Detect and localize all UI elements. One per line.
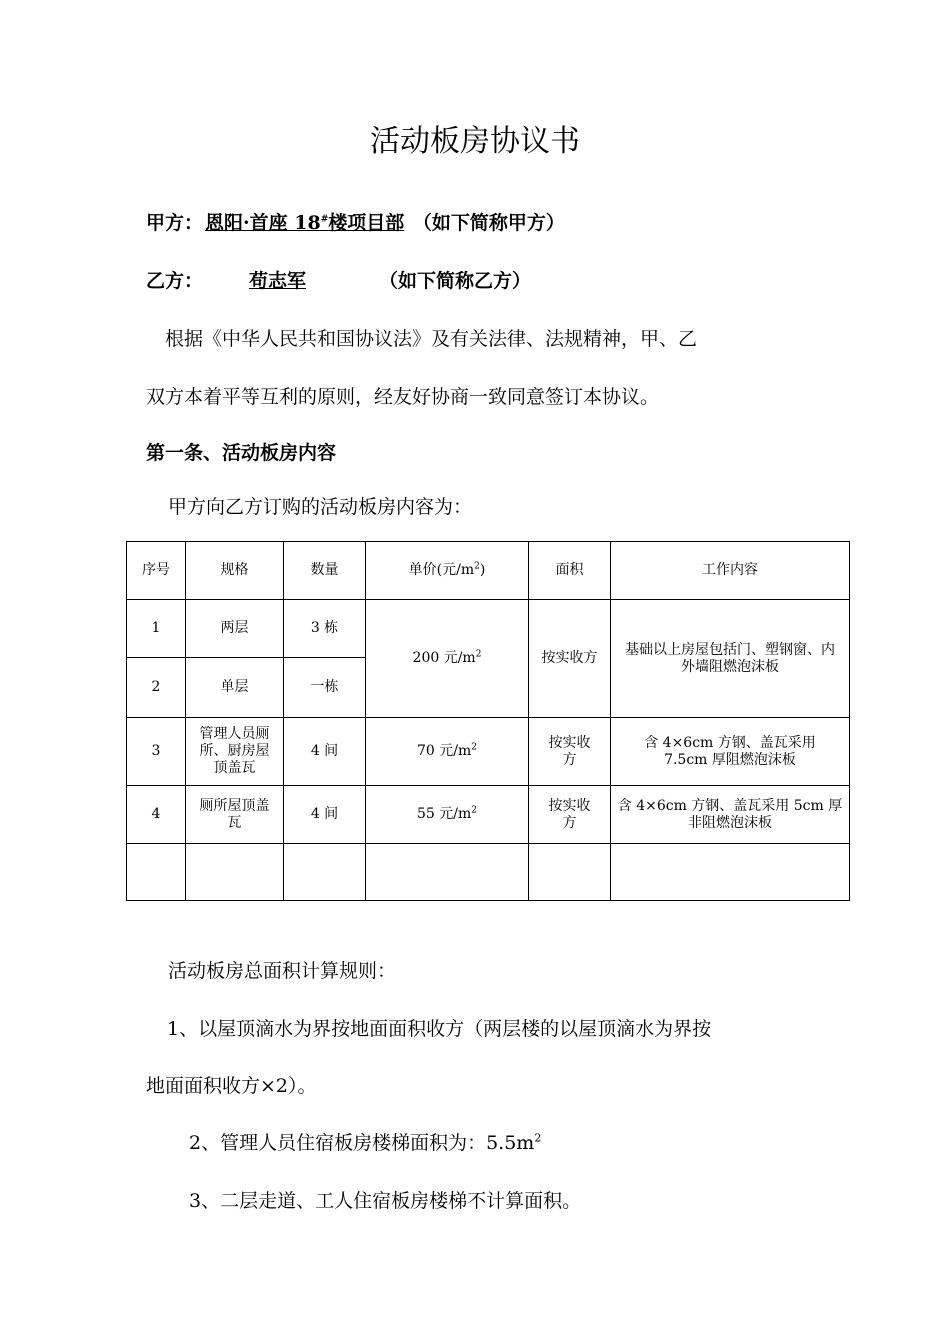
party-b-line	[146, 266, 531, 293]
spec-table	[126, 541, 850, 901]
cell-price-sup: 2	[471, 805, 477, 816]
cell-empty	[186, 844, 284, 901]
cell-area: 按实收方	[529, 786, 611, 844]
party-a-name	[203, 208, 406, 235]
header-price	[366, 542, 529, 600]
table-header-row	[127, 542, 850, 600]
cell-qty: 一栋	[284, 658, 366, 718]
rules-heading: 活动板房总面积计算规则：	[168, 960, 397, 982]
party-a-name-sup: #	[320, 214, 329, 225]
cell-price	[366, 718, 529, 786]
section-1-heading: 第一条、活动板房内容	[146, 442, 337, 464]
party-a-label: 甲方：	[146, 212, 204, 234]
rule-1-line-1: 1、以屋顶滴水为界按地面面积收方（两层楼的以屋顶滴水为界按	[167, 1018, 712, 1040]
cell-qty: 4 间	[284, 718, 366, 786]
header-area: 面积	[529, 542, 611, 600]
rule-2	[189, 1128, 541, 1155]
cell-price	[366, 786, 529, 844]
cell-no: 2	[127, 658, 186, 718]
table-row	[127, 786, 850, 844]
cell-empty	[127, 844, 186, 901]
rule-2-sup: 2	[534, 1131, 542, 1145]
cell-empty	[366, 844, 529, 901]
cell-price-text: 70 元/m	[417, 743, 472, 759]
table-row-empty	[127, 844, 850, 901]
document-title: 活动板房协议书	[370, 124, 580, 159]
cell-work-merged: 基础以上房屋包括门、塑钢窗、内外墙阻燃泡沫板	[611, 600, 850, 718]
cell-empty	[611, 844, 850, 901]
party-a-name-text-2: 楼项目部	[328, 212, 405, 234]
cell-qty: 3 栋	[284, 600, 366, 658]
header-spec: 规格	[186, 542, 284, 600]
cell-spec: 管理人员厕所、厨房屋顶盖瓦	[186, 718, 284, 786]
header-qty: 数量	[284, 542, 366, 600]
header-price-sup: 2	[474, 561, 480, 572]
cell-area-merged: 按实收方	[529, 600, 611, 718]
cell-no: 4	[127, 786, 186, 844]
cell-spec: 单层	[186, 658, 284, 718]
cell-price-sup: 2	[475, 649, 482, 660]
rule-3: 3、二层走道、工人住宿板房楼梯不计算面积。	[189, 1190, 582, 1212]
cell-area: 按实收方	[529, 718, 611, 786]
cell-empty	[284, 844, 366, 901]
table-row	[127, 600, 850, 658]
cell-qty: 4 间	[284, 786, 366, 844]
header-price-text: 单价(元/m	[408, 562, 475, 578]
cell-price-text: 200 元/m	[412, 650, 476, 666]
rule-2-text: 2、管理人员住宿板房楼梯面积为：5.5m	[189, 1132, 535, 1154]
cell-no: 1	[127, 600, 186, 658]
cell-price-text: 55 元/m	[417, 806, 472, 822]
party-a-suffix: （如下简称甲方）	[412, 212, 565, 234]
cell-price-sup: 2	[471, 742, 477, 753]
party-b-suffix: （如下简称乙方）	[379, 270, 532, 292]
cell-work: 含 4×6cm 方钢、盖瓦采用 5cm 厚非阻燃泡沫板	[611, 786, 850, 844]
cell-price-merged	[366, 600, 529, 718]
party-b-name: 苟志军	[249, 270, 307, 292]
party-a-name-text: 恩阳·首座 18	[205, 212, 321, 234]
header-work: 工作内容	[611, 542, 850, 600]
cell-no: 3	[127, 718, 186, 786]
header-price-close: )	[479, 562, 486, 578]
party-b-label: 乙方：	[146, 270, 204, 292]
header-no: 序号	[127, 542, 186, 600]
table-row	[127, 718, 850, 786]
intro-line-1: 根据《中华人民共和国协议法》及有关法律、法规精神，甲、乙	[165, 328, 698, 350]
intro-line-2: 双方本着平等互利的原则，经友好协商一致同意签订本协议。	[146, 386, 660, 408]
section-1-lead: 甲方向乙方订购的活动板房内容为：	[168, 496, 473, 518]
cell-spec: 两层	[186, 600, 284, 658]
cell-spec: 厕所屋顶盖瓦	[186, 786, 284, 844]
cell-work: 含 4×6cm 方钢、盖瓦采用 7.5cm 厚阻燃泡沫板	[611, 718, 850, 786]
cell-empty	[529, 844, 611, 901]
party-a-line	[146, 208, 565, 235]
rule-1-line-2: 地面面积收方×2）。	[146, 1075, 317, 1097]
